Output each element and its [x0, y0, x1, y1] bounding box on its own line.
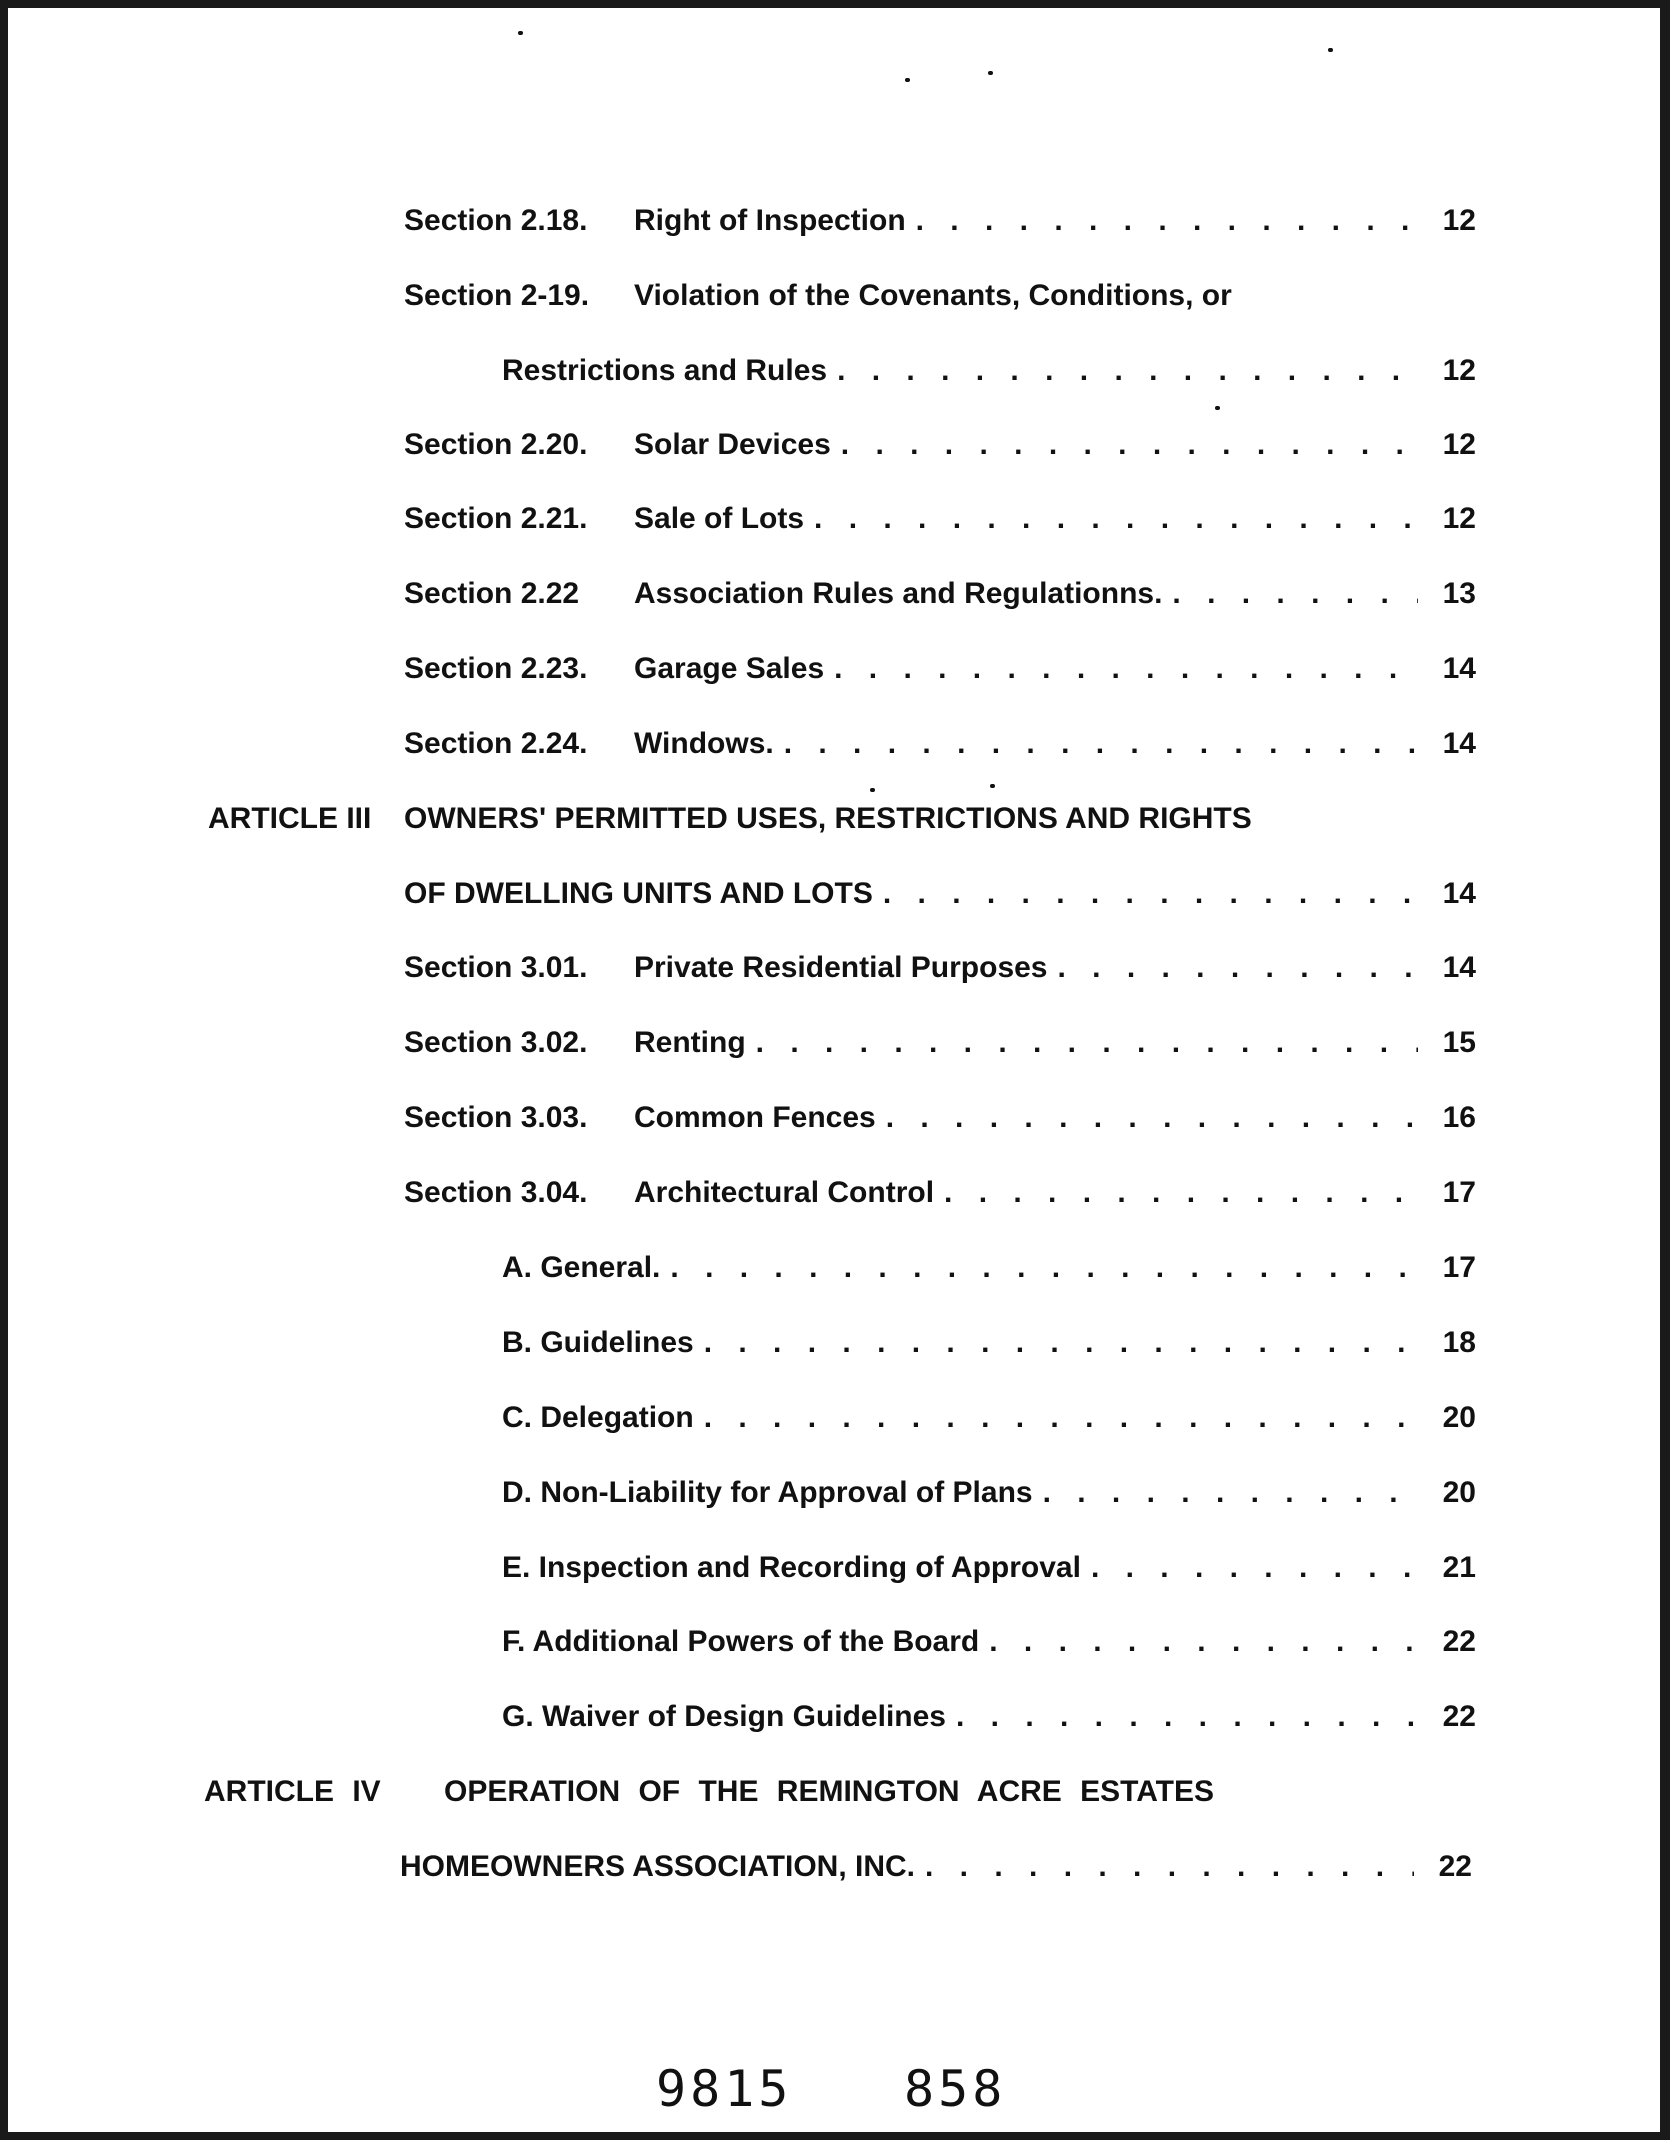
toc-entry	[404, 204, 1476, 238]
toc-entry	[404, 1026, 1476, 1060]
toc-subentry	[502, 1401, 1476, 1435]
article-label: ARTICLE IV	[204, 1775, 381, 1808]
page-number: 14	[1442, 652, 1476, 685]
subsection-title: B. Guidelines	[502, 1326, 694, 1359]
page-number: 22	[1438, 1850, 1472, 1883]
toc-entry	[404, 428, 1476, 462]
page-number: 14	[1442, 951, 1476, 984]
toc-subentry	[502, 1476, 1476, 1510]
scan-speck	[988, 71, 993, 75]
toc-entry-continuation	[502, 354, 1476, 388]
dot-leader	[704, 1326, 1418, 1360]
section-number: Section 2.24.	[404, 727, 588, 760]
section-number: Section 3.02.	[404, 1026, 588, 1059]
page-number: 22	[1442, 1700, 1476, 1733]
scan-speck	[1215, 406, 1220, 410]
article-heading	[208, 802, 1252, 836]
section-number: Section 2-19.	[404, 279, 590, 312]
article-title-continuation: OF DWELLING UNITS AND LOTS	[404, 877, 873, 910]
toc-entry	[404, 652, 1476, 686]
section-title: Private Residential Purposes	[634, 951, 1048, 984]
subsection-title: D. Non-Liability for Approval of Plans	[502, 1476, 1033, 1509]
toc-entry	[404, 727, 1476, 761]
footer-book-number: 9815	[656, 2060, 793, 2118]
toc-entry-continuation	[404, 877, 1476, 911]
section-number: Section 2.22	[404, 577, 580, 610]
page-number: 13	[1442, 577, 1476, 610]
dot-leader	[1058, 951, 1419, 985]
section-title-continuation: Restrictions and Rules	[502, 354, 828, 387]
document-page	[8, 8, 1660, 2132]
toc-entry-continuation	[400, 1850, 1472, 1884]
dot-leader	[883, 877, 1418, 911]
toc-subentry	[502, 1700, 1476, 1734]
page-number: 15	[1442, 1026, 1476, 1059]
dot-leader	[886, 1101, 1418, 1135]
dot-leader	[1172, 577, 1418, 611]
dot-leader	[814, 502, 1418, 536]
toc-entry	[404, 577, 1476, 611]
section-number: Section 2.20.	[404, 428, 588, 461]
dot-leader	[1091, 1551, 1418, 1585]
article-title: OPERATION OF THE REMINGTON ACRE ESTATES	[444, 1775, 1215, 1808]
toc-entry	[404, 502, 1476, 536]
toc-subentry	[502, 1625, 1476, 1659]
article-title-continuation: HOMEOWNERS ASSOCIATION, INC.	[400, 1850, 916, 1883]
dot-leader	[784, 727, 1418, 761]
page-number: 20	[1442, 1401, 1476, 1434]
scan-speck	[905, 78, 910, 82]
dot-leader	[916, 204, 1418, 238]
page-number: 21	[1442, 1551, 1476, 1584]
toc-entry	[404, 279, 1476, 313]
section-title: Architectural Control	[634, 1176, 935, 1209]
section-title: Garage Sales	[634, 652, 825, 685]
page-number: 16	[1442, 1101, 1476, 1134]
section-number: Section 3.01.	[404, 951, 588, 984]
dot-leader	[756, 1026, 1418, 1060]
dot-leader	[1043, 1476, 1418, 1510]
dot-leader	[989, 1625, 1418, 1659]
section-number: Section 2.18.	[404, 204, 588, 237]
toc-subentry	[502, 1251, 1476, 1285]
toc-entry	[404, 1101, 1476, 1135]
scan-speck	[1328, 48, 1333, 52]
scan-speck	[990, 784, 995, 788]
dot-leader	[837, 354, 1418, 388]
article-label: ARTICLE III	[208, 802, 372, 835]
scan-speck	[870, 788, 875, 792]
section-number: Section 3.03.	[404, 1101, 588, 1134]
dot-leader	[834, 652, 1418, 686]
scan-speck	[518, 31, 523, 35]
article-heading	[204, 1775, 1214, 1809]
section-number: Section 2.23.	[404, 652, 588, 685]
page-number: 12	[1442, 354, 1476, 387]
article-title: OWNERS' PERMITTED USES, RESTRICTIONS AND RIGHTS	[404, 802, 1252, 835]
section-title: Sale of Lots	[634, 502, 805, 535]
page-number: 14	[1442, 877, 1476, 910]
section-title: Association Rules and Regulationns.	[634, 577, 1163, 610]
section-title: Solar Devices	[634, 428, 831, 461]
dot-leader	[925, 1850, 1414, 1884]
subsection-title: C. Delegation	[502, 1401, 694, 1434]
subsection-title: F. Additional Powers of the Board	[502, 1625, 980, 1658]
page-number: 22	[1442, 1625, 1476, 1658]
section-title: Violation of the Covenants, Conditions, or	[634, 279, 1232, 312]
dot-leader	[956, 1700, 1418, 1734]
page-number: 18	[1442, 1326, 1476, 1359]
page-number: 20	[1442, 1476, 1476, 1509]
footer-page-number: 858	[904, 2060, 1007, 2118]
page-number: 12	[1442, 204, 1476, 237]
section-number: Section 3.04.	[404, 1176, 588, 1209]
page-number: 17	[1442, 1176, 1476, 1209]
toc-subentry	[502, 1326, 1476, 1360]
page-number: 12	[1442, 502, 1476, 535]
dot-leader	[841, 428, 1418, 462]
page-number: 12	[1442, 428, 1476, 461]
section-title: Windows.	[634, 727, 774, 760]
dot-leader	[704, 1401, 1418, 1435]
toc-subentry	[502, 1551, 1476, 1585]
section-title: Renting	[634, 1026, 746, 1059]
subsection-title: G. Waiver of Design Guidelines	[502, 1700, 946, 1733]
toc-entry	[404, 1176, 1476, 1210]
toc-entry	[404, 951, 1476, 985]
dot-leader	[670, 1251, 1418, 1285]
section-number: Section 2.21.	[404, 502, 588, 535]
subsection-title: A. General.	[502, 1251, 661, 1284]
section-title: Right of Inspection	[634, 204, 906, 237]
page-number: 14	[1442, 727, 1476, 760]
subsection-title: E. Inspection and Recording of Approval	[502, 1551, 1081, 1584]
page-number: 17	[1442, 1251, 1476, 1284]
dot-leader	[944, 1176, 1418, 1210]
section-title: Common Fences	[634, 1101, 876, 1134]
